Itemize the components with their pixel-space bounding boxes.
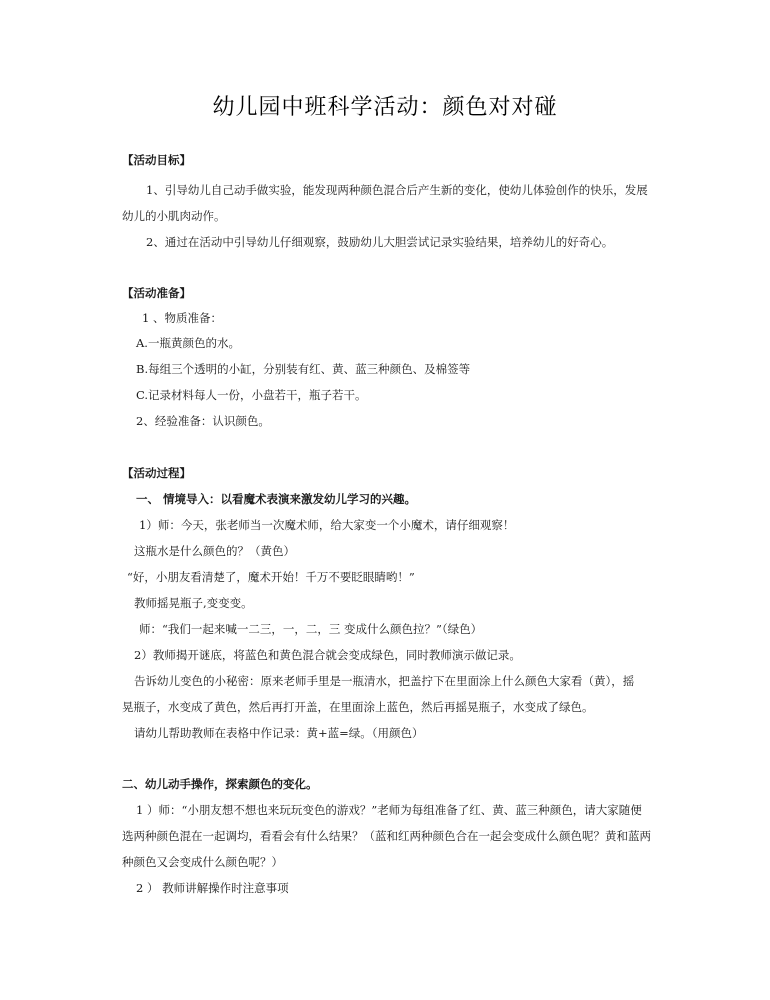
- prep-item-1: 1 、物质准备：: [142, 311, 222, 325]
- prep-item-b: B.每组三个透明的小缸，分别装有红、黄、蓝三种颜色、及棉签等: [136, 362, 471, 376]
- process-line-7a: 告诉幼儿变色的小秘密：原来老师手里是一瓶清水，把盖拧下在里面涂上什么颜色大家看（黄），摇: [134, 674, 635, 688]
- step-1-heading: 一、 情境导入：以看魔术表演来激发幼儿学习的兴趣。: [136, 492, 417, 506]
- goal-2: 2、通过在活动中引导幼儿仔细观察，鼓励幼儿大胆尝试记录实验结果，培养幼儿的好奇心。: [146, 235, 614, 249]
- process-line-5: 师：“我们一起来喊一二三，一，二，三 变成什么颜色拉？”（绿色）: [139, 622, 483, 636]
- step-2-line-1c: 种颜色又会变成什么颜色呢？）: [122, 855, 283, 869]
- process-line-7b: 晃瓶子，水变成了黄色，然后再打开盖，在里面涂上蓝色，然后再摇晃瓶子，水变成了绿色。: [122, 700, 594, 714]
- step-2-line-1a: 1 ）师：“小朋友想不想也来玩玩变色的游戏？”老师为每组准备了红、黄、蓝三种颜色，请大家随便: [136, 803, 642, 817]
- process-line-2: 这瓶水是什么颜色的？（黄色）: [134, 544, 295, 558]
- prep-item-a: A.一瓶黄颜色的水。: [136, 336, 240, 350]
- goal-1-line-2: 幼儿的小肌肉动作。: [122, 209, 226, 223]
- process-line-6: 2）教师揭开谜底，将蓝色和黄色混合就会变成绿色，同时教师演示做记录。: [134, 648, 521, 662]
- process-line-8: 请幼儿帮助教师在表格中作记录：黄+蓝=绿。（用颜色）: [134, 726, 424, 740]
- prep-item-2: 2、经验准备：认识颜色。: [136, 414, 270, 428]
- step-2-line-2: 2 ） 教师讲解操作时注意事项: [136, 881, 289, 895]
- section-heading-process: 【活动过程】: [122, 466, 191, 480]
- process-line-3: “好，小朋友看清楚了，魔术开始！千万不要眨眼睛哟！”: [127, 570, 415, 584]
- step-2-line-1b: 选两种颜色混在一起调均，看看会有什么结果？（蓝和红两种颜色合在一起会变成什么颜色呢？黄和蓝两: [122, 829, 651, 843]
- step-2-heading: 二、幼儿动手操作，探索颜色的变化。: [122, 777, 318, 791]
- process-line-1: 1）师：今天，张老师当一次魔术师，给大家变一个小魔术，请仔细观察！: [139, 518, 515, 532]
- section-heading-goals: 【活动目标】: [122, 153, 191, 167]
- prep-item-c: C.记录材料每人一份，小盘若干，瓶子若干。: [136, 388, 367, 402]
- goal-1-line-1: 1、引导幼儿自己动手做实验，能发现两种颜色混合后产生新的变化，使幼儿体验创作的快乐，发展: [146, 183, 648, 197]
- section-heading-preparation: 【活动准备】: [122, 286, 191, 300]
- process-line-4: 教师摇晃瓶子,变变变。: [134, 596, 253, 610]
- document-title: 幼儿园中班科学活动：颜色对对碰: [212, 95, 558, 120]
